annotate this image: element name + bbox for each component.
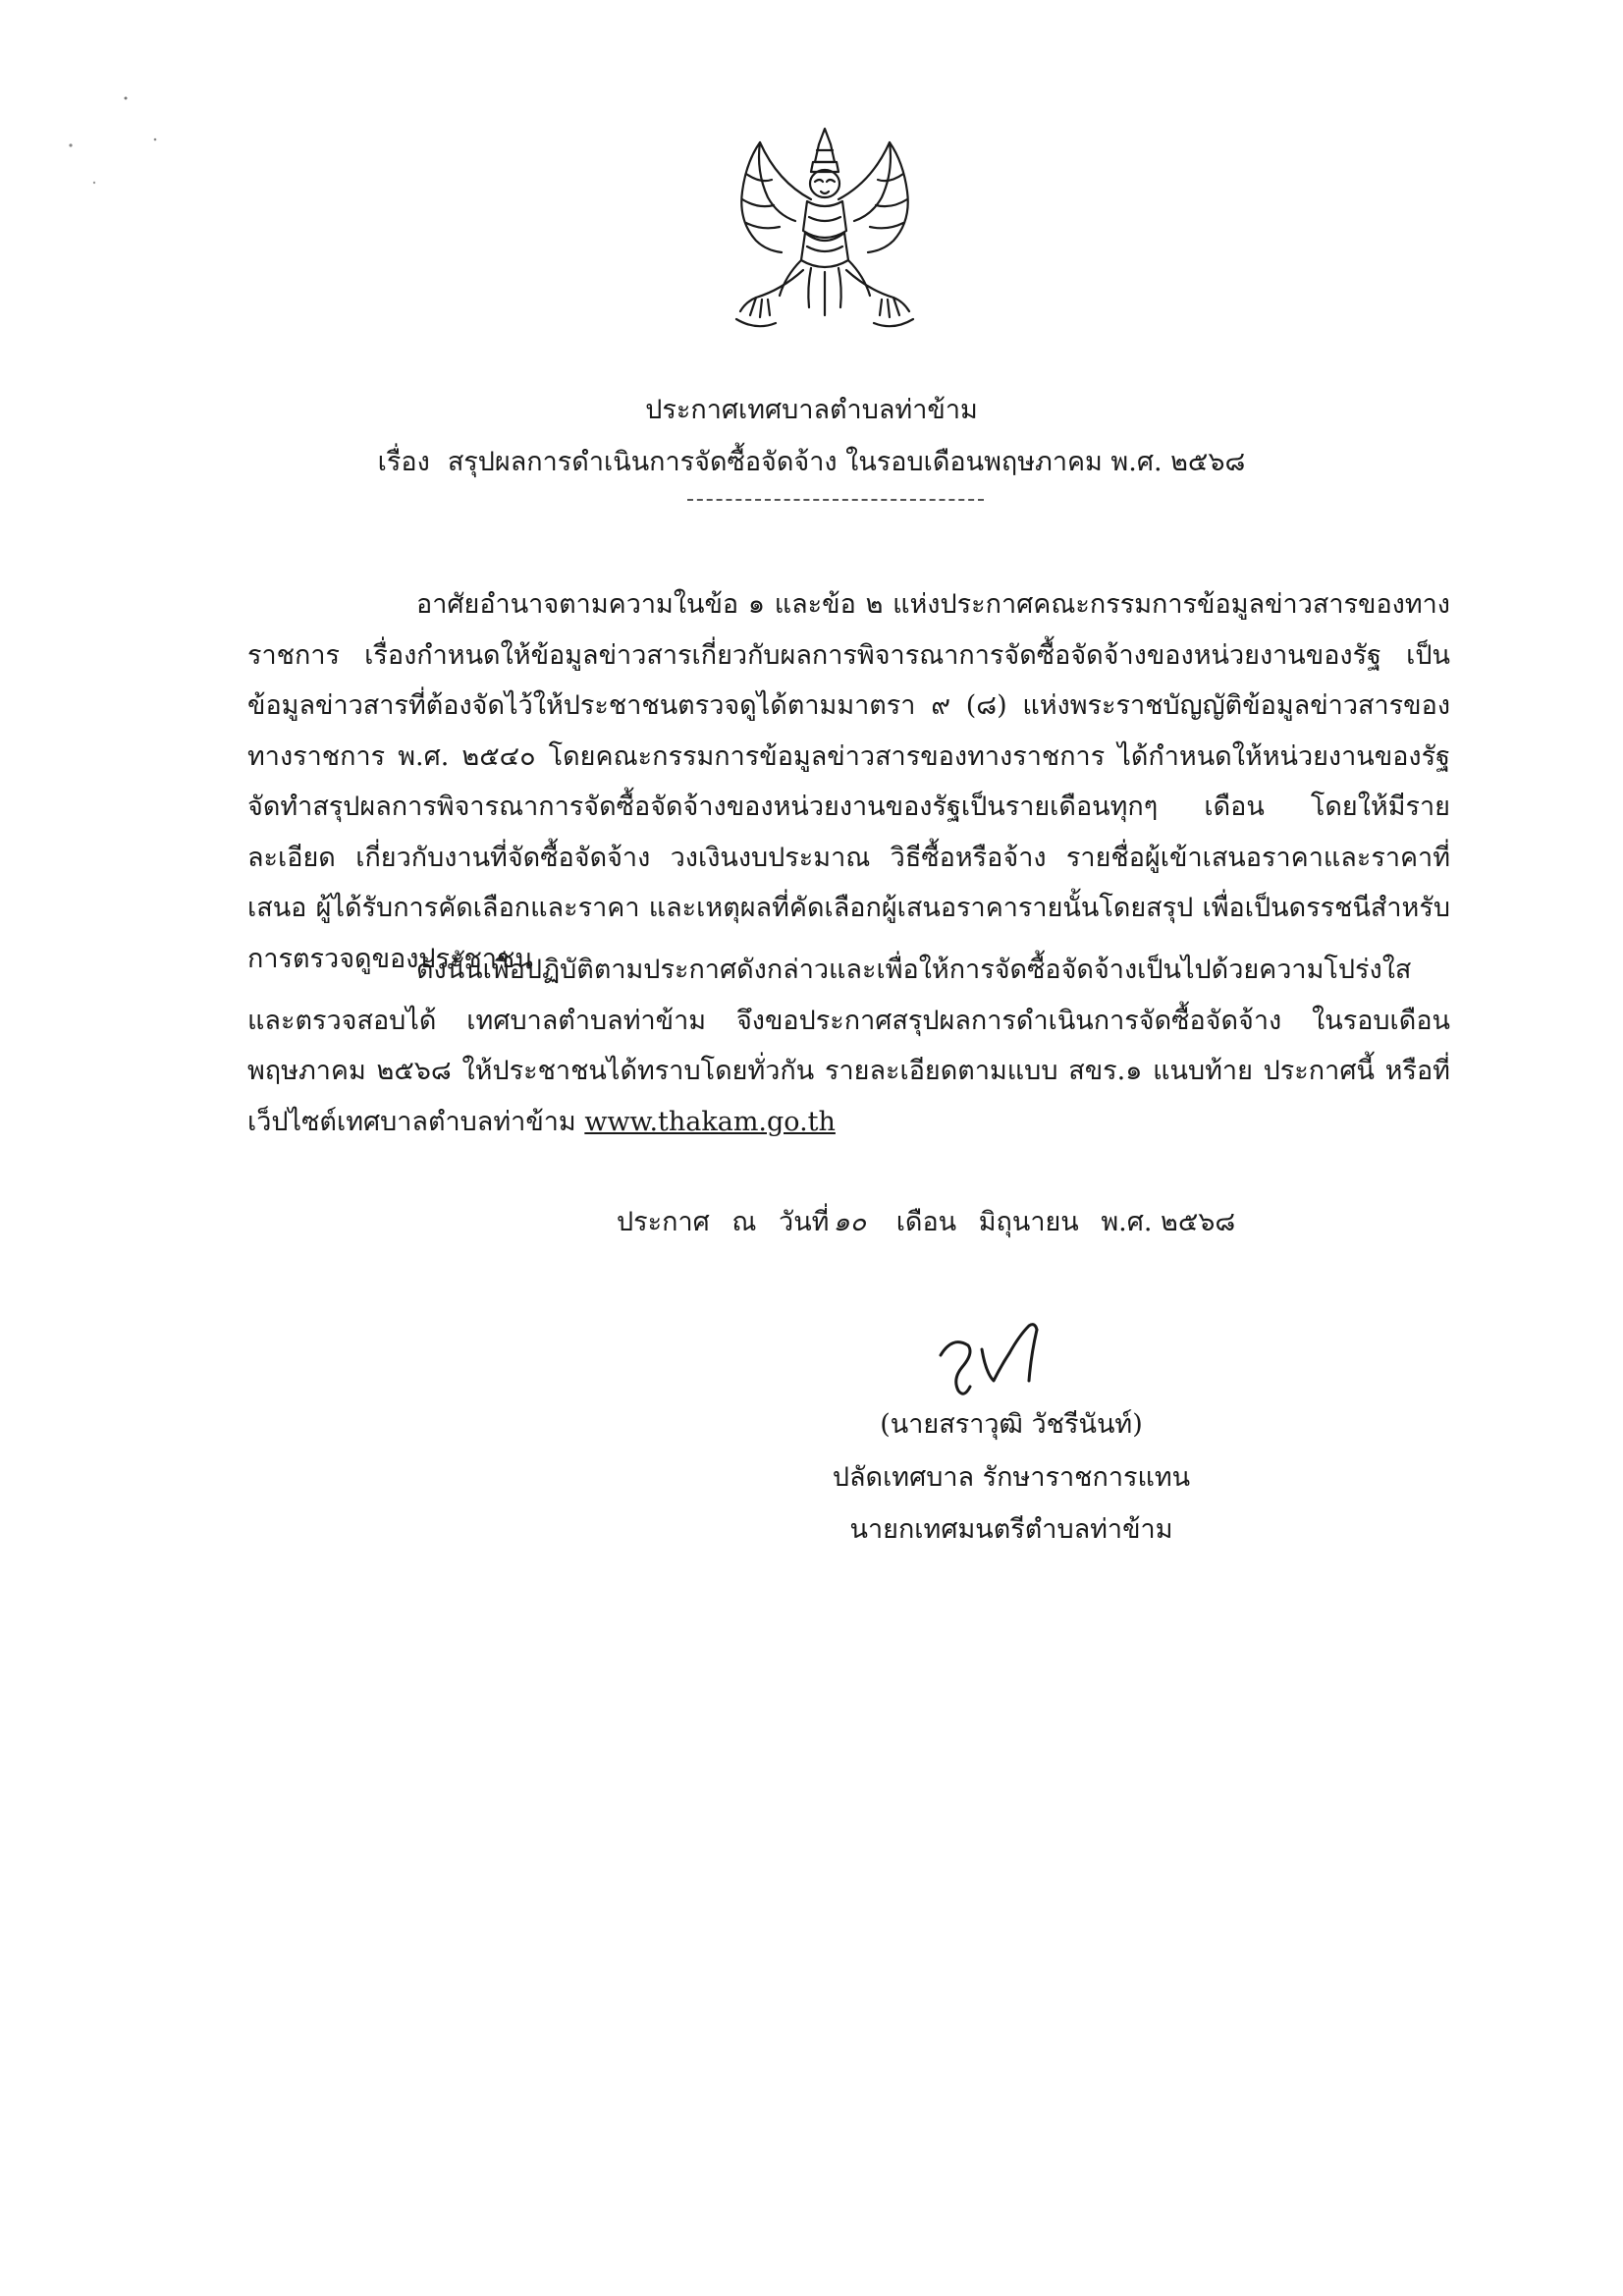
date-prefix: ประกาศ <box>617 1207 710 1237</box>
signatory-position-2: นายกเทศมนตรีตำบลท่าข้าม <box>849 1514 1173 1545</box>
subject-text: สรุปผลการดำเนินการจัดซื้อจัดจ้าง ในรอบเดือนพฤษภาคม พ.ศ. ๒๕๖๘ <box>447 447 1246 477</box>
date-day: ๑๐ <box>833 1207 867 1237</box>
announcement-heading: ประกาศเทศบาลตำบลท่าข้าม <box>645 395 978 425</box>
signatory-position-1: ปลัดเทศบาล รักษาราชการแทน <box>832 1462 1191 1493</box>
body-paragraph-2-text: ดังนั้นเพื่อปฏิบัติตามประกาศดังกล่าวและเพื่อให้การจัดซื้อจัดจ้างเป็นไปด้วยความโปร่งใสและตรวจสอบได้ เทศบาลตำบลท่าข้าม จึงขอประกาศสรุปผลการดำเนินการจัดซื้อจัดจ้าง ในรอบเดือนพฤษภาคม ๒๕๖๘ ให้ประชาชนได้ทราบโดยทั่วกัน รายละเอียดตามแบบ สขร.๑ แนบท้าย ประกาศนี้ หรือที่เว็ปไซต์เทศบาลตำบลท่าข้าม <box>247 955 1450 1137</box>
body-paragraph-2 <box>247 945 1450 1147</box>
announcement-subject <box>0 440 1623 482</box>
announcement-date-line <box>617 1200 1249 1242</box>
date-at: ณ <box>731 1207 757 1237</box>
date-month: มิถุนายน <box>978 1207 1079 1237</box>
heading-divider <box>687 499 984 501</box>
scan-specks <box>59 88 177 196</box>
date-month-label: เดือน <box>895 1207 957 1237</box>
website-link[interactable]: www.thakam.go.th <box>584 1106 836 1137</box>
subject-label: เรื่อง <box>377 447 430 477</box>
handwritten-signature-icon <box>913 1296 1080 1414</box>
date-day-label: วันที่ <box>779 1207 830 1237</box>
date-year: พ.ศ. ๒๕๖๘ <box>1101 1207 1236 1237</box>
body-paragraph-1: อาศัยอำนาจตามความในข้อ ๑ และข้อ ๒ แห่งประกาศคณะกรรมการข้อมูลข่าวสารของทางราชการ เรื่องกำหนดให้ข้อมูลข่าวสารเกี่ยวกับผลการพิจารณาการจัดซื้อจัดจ้างของหน่วยงานของรัฐ เป็นข้อมูลข่าวสารที่ต้องจัดไว้ให้ประชาชนตรวจดูได้ตามมาตรา ๙ (๘) แห่งพระราชบัญญัติข้อมูลข่าวสารของทางราชการ พ.ศ. ๒๕๔๐ โดยคณะกรรมการข้อมูลข่าวสารของทางราชการ ได้กำหนดให้หน่วยงานของรัฐ จัดทำสรุปผลการพิจารณาการจัดซื้อจัดจ้างของหน่วยงานของรัฐเป็นรายเดือนทุกๆ เดือน โดยให้มีรายละเอียด เกี่ยวกับงานที่จัดซื้อจัดจ้าง วงเงินงบประมาณ วิธีซื้อหรือจ้าง รายชื่อผู้เข้าเสนอราคาและราคาที่เสนอ ผู้ได้รับการคัดเลือกและราคา และเหตุผลที่คัดเลือกผู้เสนอราคารายนั้นโดยสรุป เพื่อเป็นดรรชนีสำหรับการตรวจดูของประชาชน <box>247 589 1450 974</box>
garuda-emblem-icon <box>717 123 933 339</box>
signatory-name: (นายสราวุฒิ วัชรีนันท์) <box>880 1409 1143 1440</box>
